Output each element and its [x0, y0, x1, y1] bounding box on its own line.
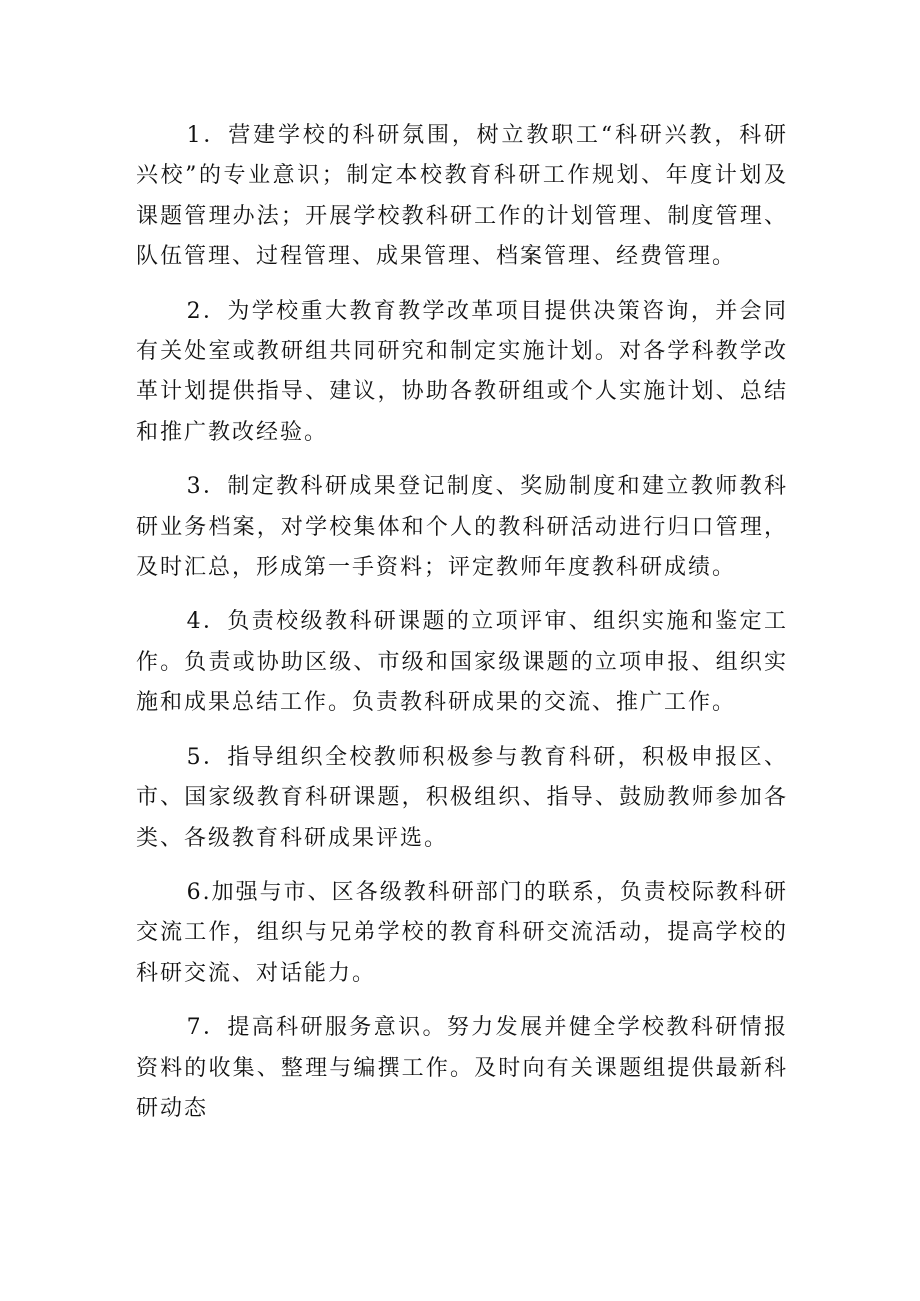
paragraph-4: 4．负责校级教科研课题的立项评审、组织实施和鉴定工作。负责或协助区级、市级和国家级课题的立项申报、组织实施和成果总结工作。负责教科研成果的交流、推广工作。 — [136, 609, 788, 716]
paragraph-3: 3．制定教科研成果登记制度、奖励制度和建立教师教科研业务档案，对学校集体和个人的教科研活动进行归口管理，及时汇总，形成第一手资料；评定教师年度教科研成绩。 — [136, 474, 788, 581]
paragraph-5: 5．指导组织全校教师积极参与教育科研，积极申报区、市、国家级教育科研课题，积极组织、指导、鼓励教师参加各类、各级教育科研成果评选。 — [136, 744, 788, 851]
paragraph-2: 2．为学校重大教育教学改革项目提供决策咨询，并会同有关处室或教研组共同研究和制定实施计划。对各学科教学改革计划提供指导、建议，协助各教研组或个人实施计划、总结和推广教改经验。 — [136, 298, 788, 445]
paragraph-7: 7．提高科研服务意识。努力发展并健全学校教科研情报资料的收集、整理与编撰工作。及时向有关课题组提供最新科研动态 — [136, 1015, 788, 1121]
paragraph-1: 1．营建学校的科研氛围，树立教职工“科研兴教，科研兴校”的专业意识；制定本校教育科研工作规划、年度计划及课题管理办法；开展学校教科研工作的计划管理、制度管理、队伍管理、过程管理、成果管理、档案管理、经费管理。 — [136, 123, 788, 270]
document-body — [136, 116, 788, 1143]
paragraph-6: 6.加强与市、区各级教科研部门的联系，负责校际教科研交流工作，组织与兄弟学校的教育科研交流活动，提高学校的科研交流、对话能力。 — [136, 879, 788, 986]
